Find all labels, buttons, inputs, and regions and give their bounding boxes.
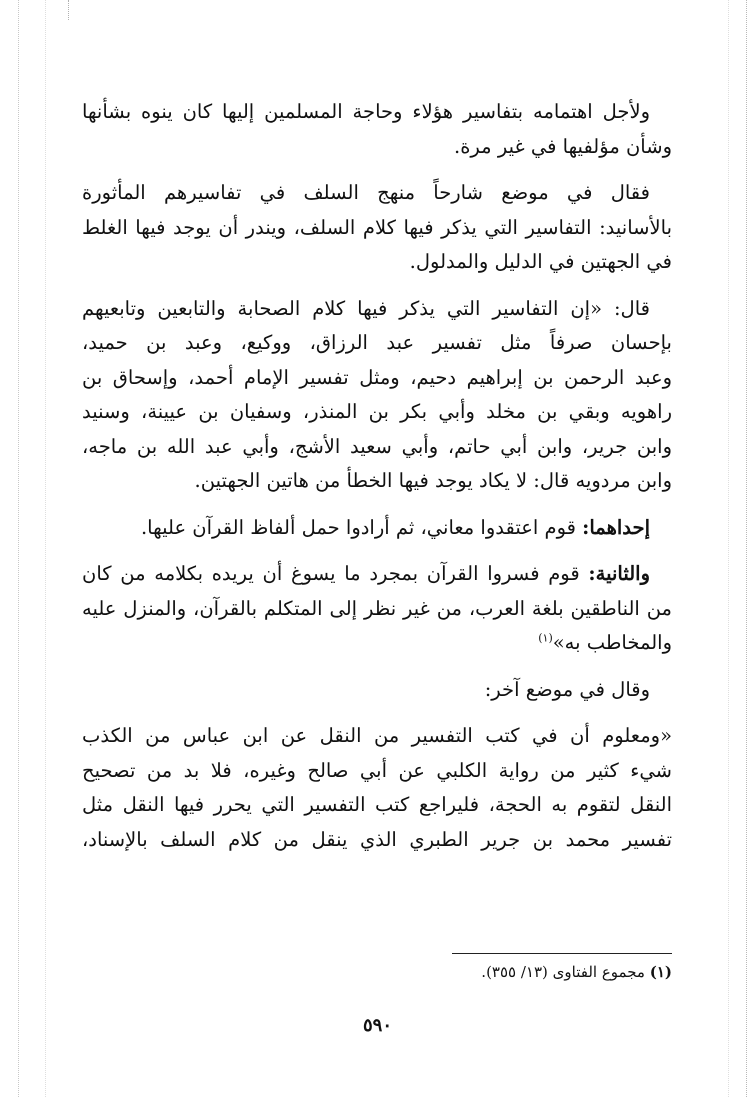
- footnote-number: (١): [649, 963, 672, 981]
- text-line: تفسير محمد بن جرير الطبري الذي ينقل من كلام السلف بالإسناد،: [82, 827, 672, 851]
- paragraph-5: [82, 557, 672, 661]
- text-line: في الجهتين في الدليل والمدلول.: [409, 250, 672, 273]
- footnote-text: مجموع الفتاوى (١٣/ ٣٥٥).: [481, 963, 645, 981]
- text-line: وقال في موضع آخر:: [484, 677, 650, 701]
- text-line: قال: «إن التفاسير التي يذكر فيها كلام الصحابة والتابعين وتابعيهم: [82, 296, 650, 320]
- text-line-body: والمخاطب به»: [552, 631, 672, 654]
- lead-term: إحداهما:: [582, 515, 650, 539]
- scan-top-mark: [68, 0, 69, 20]
- text-line: فقال في موضع شارحاً منهج السلف في تفاسيرهم المأثورة: [82, 181, 650, 204]
- scan-edge-left: [18, 0, 19, 1097]
- paragraph-4: [82, 511, 672, 546]
- paragraph-7: [82, 719, 672, 857]
- text-line: وعبد الرحمن بن إبراهيم دحيم، ومثل تفسير الإمام أحمد، وإسحاق بن: [82, 365, 672, 389]
- text-line-body: قوم اعتقدوا معاني، ثم أرادوا حمل ألفاظ القرآن عليها.: [140, 515, 583, 539]
- text-line-body: قوم فسروا القرآن بمجرد ما يسوغ أن يريده بكلامه من كان: [82, 562, 589, 585]
- text-line: بإحسان صرفاً مثل تفسير عبد الرزاق، ووكيع، وعبد بن حميد،: [82, 331, 672, 354]
- page-body: [82, 95, 672, 869]
- text-line: «ومعلوم أن في كتب التفسير من النقل عن ابن عباس من الكذب: [82, 724, 672, 747]
- scan-edge-right-inner: [728, 0, 729, 1097]
- paragraph-3: [82, 292, 672, 499]
- text-line: [82, 626, 672, 661]
- text-line: بالأسانيد: التفاسير التي يذكر فيها كلام السلف، ويندر أن يوجد فيها الغلط: [82, 215, 672, 239]
- lead-term: والثانية:: [588, 562, 650, 585]
- paragraph-2: [82, 176, 672, 280]
- text-line: راهويه وبقي بن مخلد وأبي بكر بن المنذر، وسفيان بن عيينة، وسنيد: [82, 400, 672, 423]
- text-line: وابن جرير، وابن أبي حاتم، وأبي سعيد الأشج، وأبي عبد الله بن ماجه،: [82, 434, 672, 458]
- text-line: من الناطقين بلغة العرب، من غير نظر إلى المتكلم بالقرآن، والمنزل عليه: [82, 596, 672, 620]
- text-line: وابن مردويه قال: لا يكاد يوجد فيها الخطأ من هاتين الجهتين.: [194, 469, 672, 492]
- footnote-reference[interactable]: (١): [538, 631, 553, 645]
- paragraph-6: [82, 673, 672, 708]
- footnote-separator: [452, 953, 672, 954]
- text-line: [82, 557, 672, 592]
- footnote: [481, 960, 672, 984]
- text-line: [82, 511, 672, 546]
- page-number: ٥٩٠: [362, 1015, 392, 1036]
- text-line: وشأن مؤلفيها في غير مرة.: [454, 134, 672, 158]
- scan-edge-right: [746, 0, 747, 1097]
- text-line: النقل لتقوم به الحجة، فليراجع كتب التفسير التي يحرر فيها النقل مثل: [82, 793, 672, 816]
- text-line: ولأجل اهتمامه بتفاسير هؤلاء وحاجة المسلمين إليها كان ينوه بشأنها: [82, 100, 650, 123]
- paragraph-1: [82, 95, 672, 164]
- text-line: شيء كثير من رواية الكلبي عن أبي صالح وغيره، فلا بد من تصحيح: [82, 758, 672, 782]
- scan-edge-left-inner: [45, 0, 46, 1097]
